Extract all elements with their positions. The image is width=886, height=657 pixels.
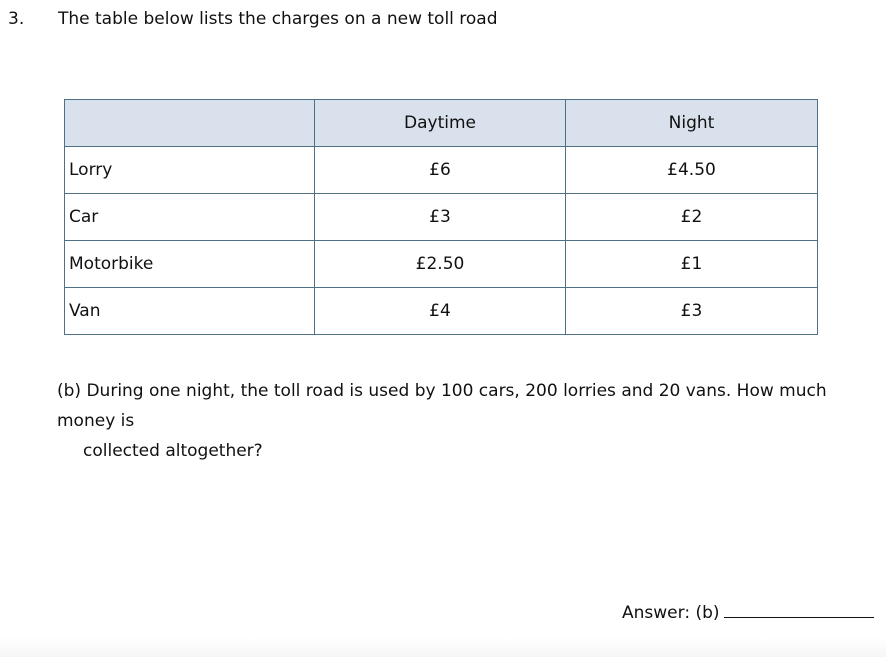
table-row <box>65 194 818 241</box>
night-price-cell: £4.50 <box>566 147 818 194</box>
part-b-line-2: collected altogether? <box>83 441 263 461</box>
daytime-price-cell: £3 <box>315 194 566 241</box>
answer-area <box>622 601 874 623</box>
toll-charges-table <box>64 99 818 335</box>
table-row <box>65 147 818 194</box>
question-intro: The table below lists the charges on a new toll road <box>58 9 498 29</box>
daytime-price-cell: £4 <box>315 288 566 335</box>
vehicle-cell: Motorbike <box>65 241 315 288</box>
table-row <box>65 288 818 335</box>
table-row <box>65 241 818 288</box>
night-price-cell: £3 <box>566 288 818 335</box>
daytime-price-cell: £6 <box>315 147 566 194</box>
header-daytime: Daytime <box>315 100 566 147</box>
night-price-cell: £2 <box>566 194 818 241</box>
part-b-question <box>57 376 872 466</box>
header-night: Night <box>566 100 818 147</box>
vehicle-cell: Van <box>65 288 315 335</box>
table-header-row <box>65 100 818 147</box>
page-bottom-shade <box>0 637 886 657</box>
vehicle-cell: Lorry <box>65 147 315 194</box>
question-number: 3. <box>8 9 25 29</box>
night-price-cell: £1 <box>566 241 818 288</box>
answer-blank-line[interactable] <box>724 601 874 618</box>
vehicle-cell: Car <box>65 194 315 241</box>
answer-label: Answer: (b) <box>622 603 720 623</box>
daytime-price-cell: £2.50 <box>315 241 566 288</box>
header-vehicle-cell <box>65 100 315 147</box>
part-b-line-1: (b) During one night, the toll road is used by 100 cars, 200 lorries and 20 vans. How much money is <box>57 381 827 431</box>
